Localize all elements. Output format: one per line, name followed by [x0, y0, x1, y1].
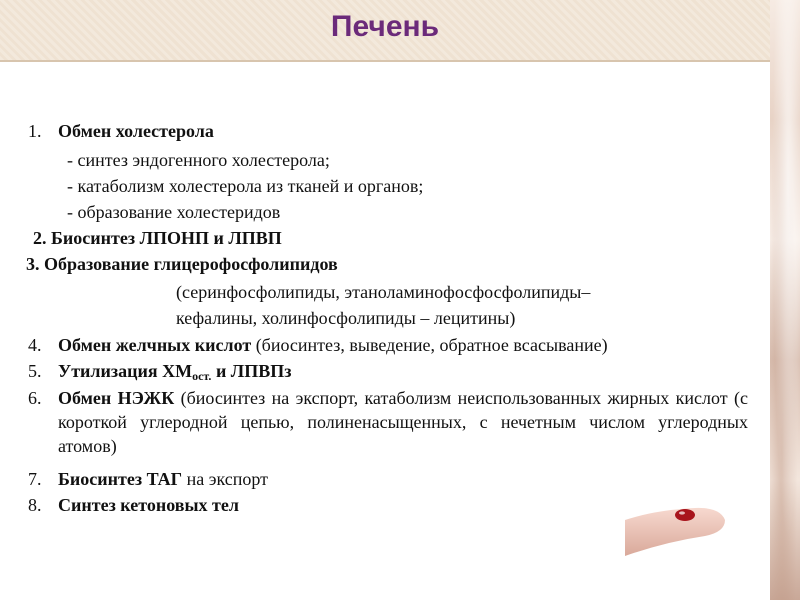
list-item-4 [28, 334, 608, 356]
item-3-detail: кефалины, холинфосфолипиды – лецитины) [176, 308, 516, 328]
list-item-7 [28, 468, 269, 490]
item-title: Синтез кетоновых тел [58, 495, 239, 515]
decorative-side-image [770, 0, 800, 600]
finger-with-drop-icon [625, 480, 745, 558]
list-item-5 [28, 360, 292, 383]
item-title: Обмен НЭЖК [58, 388, 175, 408]
item-number: 7. [28, 469, 42, 489]
list-item-2: 2. Биосинтез ЛПОНП и ЛПВП [33, 228, 282, 248]
item-number: 4. [28, 335, 42, 355]
item-number: 8. [28, 495, 42, 515]
sub-item: - образование холестеридов [67, 202, 281, 222]
page-title: Печень [330, 10, 440, 43]
item-title-cont: и ЛПВПз [211, 361, 292, 381]
item-title: Утилизация ХМ [58, 361, 193, 381]
list-item-3: 3. Образование глицерофосфолипидов [26, 254, 338, 274]
item-text: (биосинтез, выведение, обратное всасывание) [251, 335, 608, 355]
item-3-detail: (серинфосфолипиды, этаноламинофосфосфолипиды– [176, 282, 591, 302]
item-subscript: ост. [192, 369, 212, 383]
item-text: (биосинтез на экспорт, катаболизм неиспользованных жирных кислот (с короткой углеродной цепью, полиненасыщенных, с нечетным числом углеродных атомов) [58, 388, 748, 456]
list-item-6 [58, 386, 748, 458]
item-number: 6. [28, 388, 42, 408]
list-item-1 [28, 120, 214, 142]
list-item-8 [28, 494, 239, 516]
item-text: на экспорт [182, 469, 269, 489]
item-title: Биосинтез ТАГ [58, 469, 183, 489]
item-title: Обмен холестерола [58, 121, 214, 141]
item-number: 5. [28, 361, 42, 381]
sub-item: - синтез эндогенного холестерола; [67, 150, 330, 170]
item-title: Обмен желчных кислот [58, 335, 252, 355]
sub-item: - катаболизм холестерола из тканей и органов; [67, 176, 424, 196]
item-number: 1. [28, 121, 42, 141]
